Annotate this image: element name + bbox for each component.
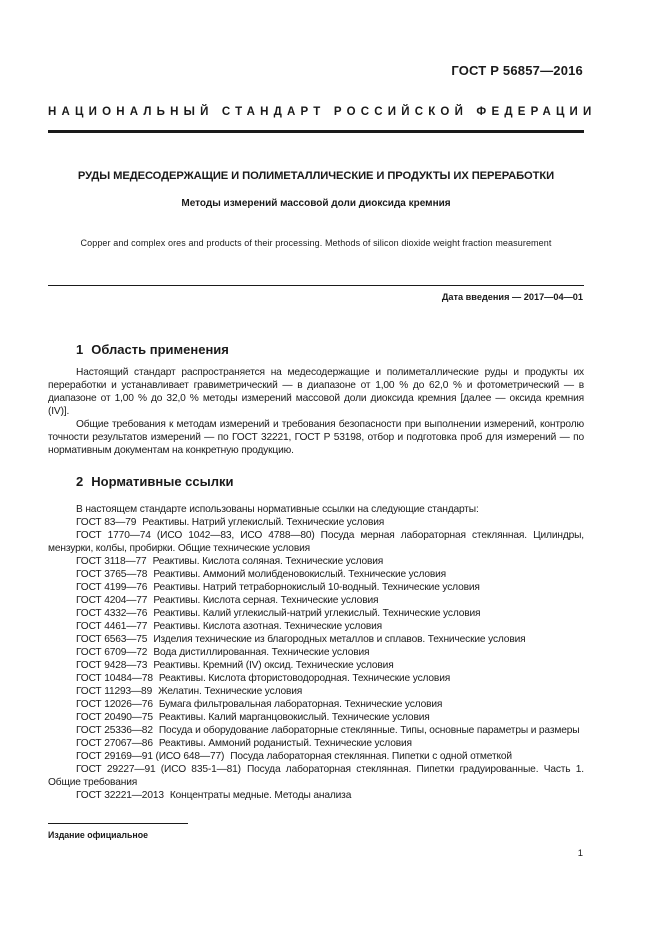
reference-title: Реактивы. Аммоний молибденовокислый. Технические условия (153, 569, 447, 580)
reference-code: ГОСТ 83—79 (76, 517, 137, 528)
reference-list (48, 516, 584, 802)
reference-title: Реактивы. Калий марганцовокислый. Технические условия (158, 712, 430, 723)
reference-title: Реактивы. Аммоний роданистый. Технические условия (158, 738, 412, 749)
reference-item (48, 711, 584, 724)
reference-title: Реактивы. Кислота азотная. Технические условия (153, 621, 383, 632)
reference-title: Реактивы. Натрий углекислый. Технические условия (142, 517, 385, 528)
reference-title: Реактивы. Кислота серная. Технические условия (153, 595, 379, 606)
section-title: Область применения (91, 342, 229, 357)
paragraph: В настоящем стандарте использованы нормативные ссылки на следующие стандарты: (76, 504, 479, 515)
reference-title: Посуда и оборудование лабораторные стеклянные. Типы, основные параметры и размеры (158, 725, 580, 736)
national-standard-banner: НАЦИОНАЛЬНЫЙ СТАНДАРТ РОССИЙСКОЙ ФЕДЕРАЦИИ (48, 106, 597, 118)
page-number: 1 (577, 848, 583, 859)
introduction-date: Дата введения — 2017—04—01 (441, 292, 583, 302)
reference-title: Реактивы. Кремний (IV) оксид. Технические условия (153, 660, 394, 671)
reference-title: Желатин. Технические условия (158, 686, 303, 697)
reference-title: Бумага фильтровальная лабораторная. Технические условия (158, 699, 443, 710)
reference-title: Посуда лабораторная стеклянная. Пипетки с одной отметкой (230, 751, 512, 762)
reference-item (48, 555, 584, 568)
reference-item (48, 568, 584, 581)
reference-title: Посуда лабораторная стеклянная. Пипетки градуированные. Часть 1. Общие требования (48, 764, 584, 788)
document-subtitle: Методы измерений массовой доли диоксида кремния (181, 198, 451, 209)
section-2-heading (76, 474, 233, 489)
reference-code: ГОСТ 32221—2013 (76, 790, 164, 801)
reference-code: ГОСТ 9428—73 (76, 660, 148, 671)
reference-item (48, 789, 584, 802)
document-title: РУДЫ МЕДЕСОДЕРЖАЩИЕ И ПОЛИМЕТАЛЛИЧЕСКИЕ И ПРОДУКТЫ ИХ ПЕРЕРАБОТКИ (77, 170, 555, 182)
reference-code: ГОСТ 4199—76 (76, 582, 148, 593)
reference-code: ГОСТ 4332—76 (76, 608, 148, 619)
section-number: 1 (76, 342, 84, 357)
reference-item (48, 620, 584, 633)
reference-item (48, 763, 584, 789)
reference-item (48, 659, 584, 672)
reference-item (48, 685, 584, 698)
reference-code: ГОСТ 12026—76 (76, 699, 153, 710)
reference-item (48, 594, 584, 607)
reference-item (48, 698, 584, 711)
reference-code: ГОСТ 4461—77 (76, 621, 148, 632)
english-title: Copper and complex ores and products of their processing. Methods of silicon dioxide weight fraction measurement (80, 238, 552, 248)
reference-code: ГОСТ 3765—78 (76, 569, 148, 580)
reference-code: ГОСТ 10484—78 (76, 673, 153, 684)
reference-title: Реактивы. Натрий тетраборнокислый 10-водный. Технические условия (153, 582, 480, 593)
header-divider (48, 130, 584, 133)
reference-item (48, 516, 584, 529)
reference-code: ГОСТ 4204—77 (76, 595, 148, 606)
reference-code: ГОСТ 29169—91 (ИСО 648—77) (76, 751, 225, 762)
reference-item (48, 633, 584, 646)
title-divider (48, 285, 584, 286)
section-title: Нормативные ссылки (91, 474, 234, 489)
reference-title: Концентраты медные. Методы анализа (169, 790, 352, 801)
reference-item (48, 672, 584, 685)
reference-code: ГОСТ 6563—75 (76, 634, 148, 645)
reference-item (48, 750, 584, 763)
reference-title: Вода дистиллированная. Технические условия (153, 647, 370, 658)
reference-code: ГОСТ 25336—82 (76, 725, 153, 736)
reference-item (48, 737, 584, 750)
edition-label: Издание официальное (48, 830, 148, 840)
reference-title: Реактивы. Кислота фтористоводородная. Технические условия (158, 673, 451, 684)
reference-title: Реактивы. Кислота соляная. Технические условия (152, 556, 384, 567)
reference-item (48, 529, 584, 555)
reference-code: ГОСТ 20490—75 (76, 712, 153, 723)
reference-code: ГОСТ 6709—72 (76, 647, 148, 658)
reference-item (48, 646, 584, 659)
reference-item (48, 724, 584, 737)
section-1-body (48, 366, 584, 457)
footer-divider (48, 823, 188, 824)
paragraph: Настоящий стандарт распространяется на медесодержащие и полиметаллические руды и продукты их переработки и устанавливает гравиметрический — в диапазоне от 1,00 % до 62,0 % и фотометрический — в диапазоне от 1,00 % до 32,0 % методы измерений массовой доли диоксида кремния [далее — оксида кремния (IV)]. (48, 367, 584, 417)
gost-code: ГОСТ Р 56857—2016 (451, 63, 583, 78)
section-1-heading (76, 342, 229, 357)
paragraph: Общие требования к методам измерений и требования безопасности при выполнении измерений, контролю точности результатов измерений — по ГОСТ 32221, ГОСТ Р 53198, отбор и подготовка проб для измерений — по нормативным документам на конкретную продукцию. (48, 419, 584, 456)
reference-item (48, 581, 584, 594)
reference-code: ГОСТ 11293—89 (76, 686, 153, 697)
reference-code: ГОСТ 29227—91 (ИСО 835-1—81) (76, 764, 241, 775)
reference-title: Изделия технические из благородных металлов и сплавов. Технические условия (153, 634, 526, 645)
reference-code: ГОСТ 1770—74 (ИСО 1042—83, ИСО 4788—80) (76, 530, 315, 541)
reference-title: Реактивы. Калий углекислый-натрий углекислый. Технические условия (153, 608, 481, 619)
reference-title: Посуда мерная лабораторная стеклянная. Цилиндры, мензурки, колбы, пробирки. Общие технические условия (48, 530, 584, 554)
reference-item (48, 607, 584, 620)
section-number: 2 (76, 474, 84, 489)
section-2-body (48, 503, 584, 802)
reference-code: ГОСТ 3118—77 (76, 556, 147, 567)
reference-code: ГОСТ 27067—86 (76, 738, 153, 749)
